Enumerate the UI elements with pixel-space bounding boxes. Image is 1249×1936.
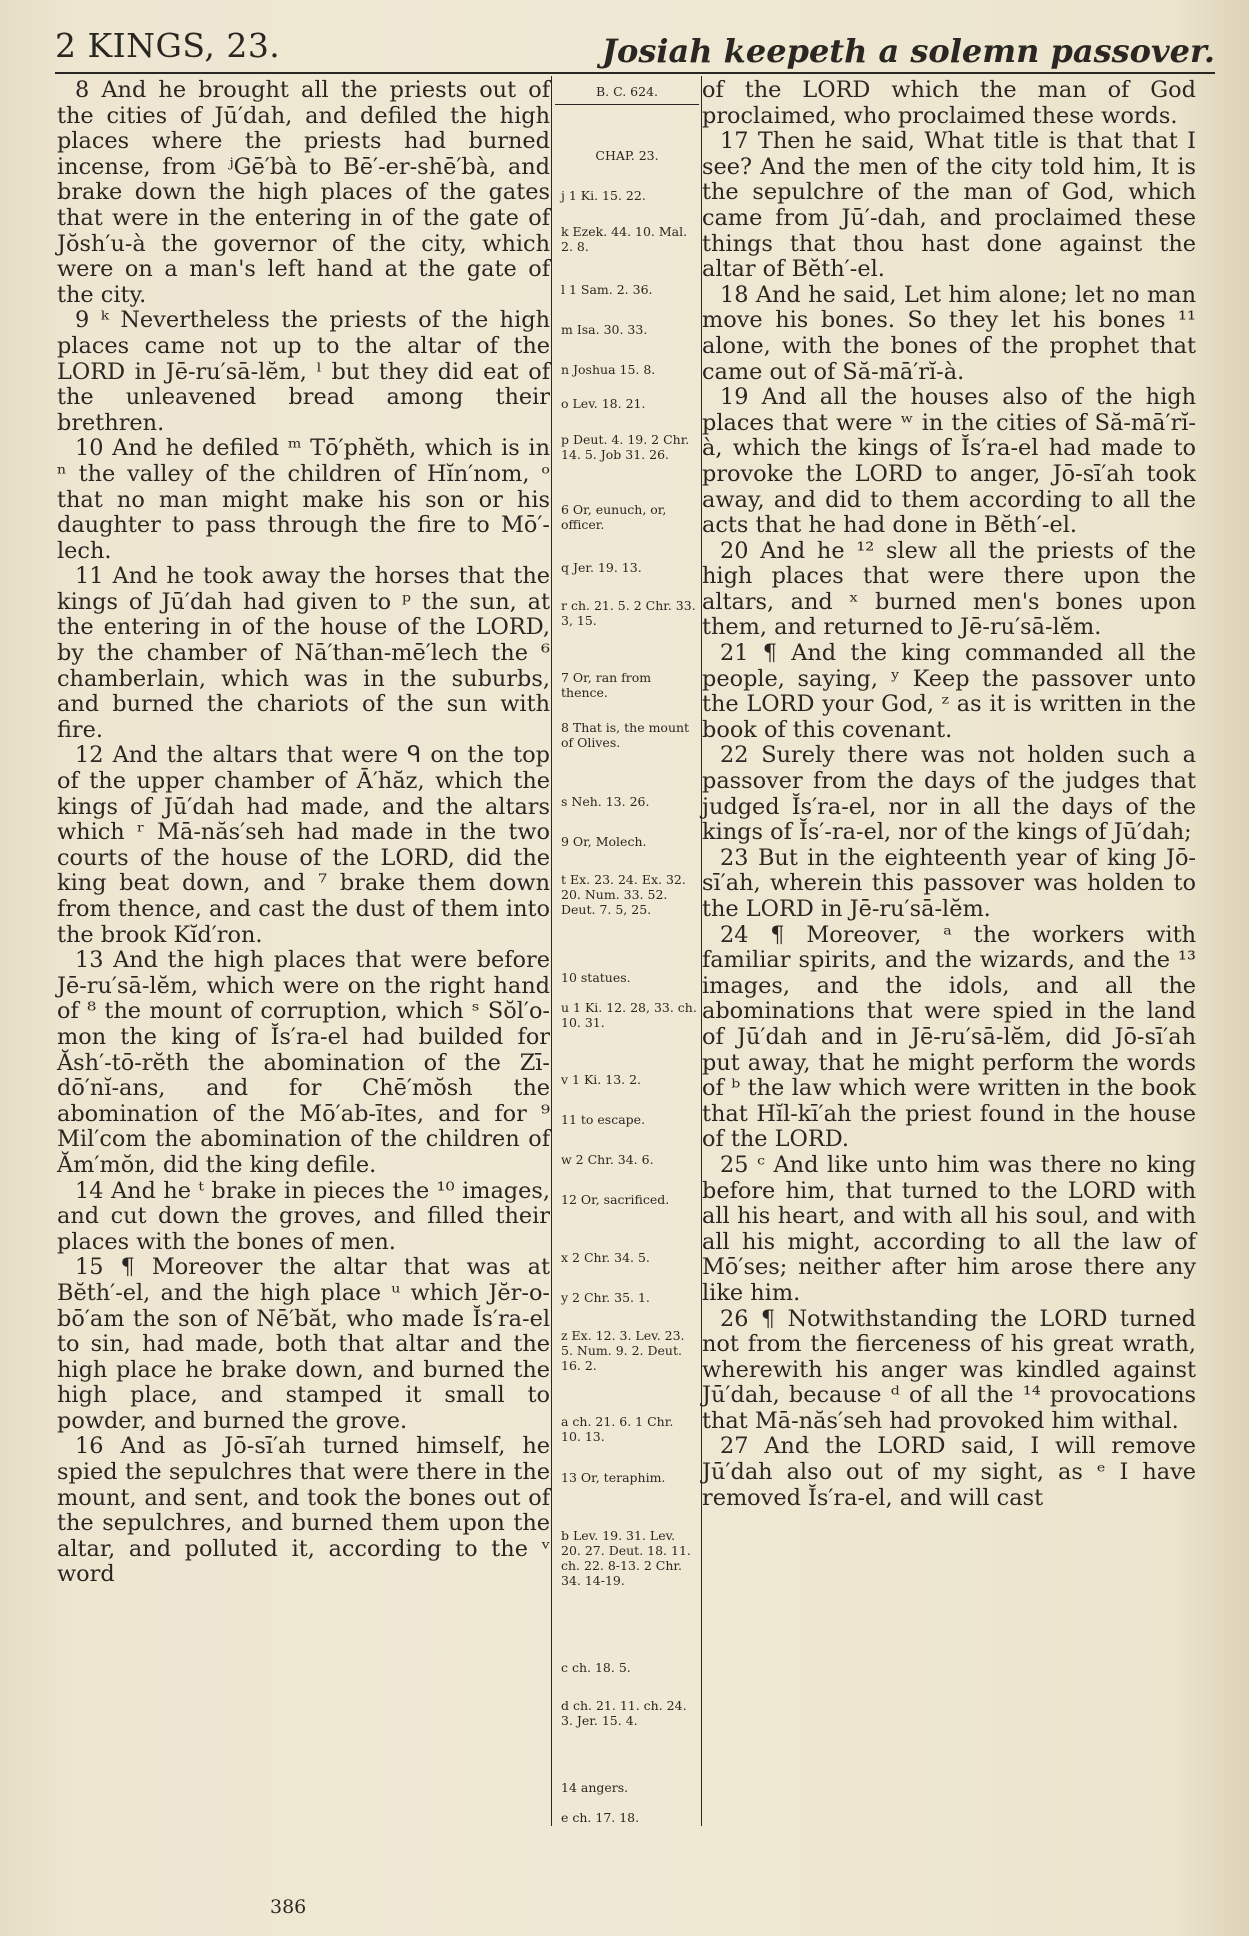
verse-15: 15 ¶ Moreover the altar that was at Bĕth′-el, and the high place ᵘ which Jĕr-o-bō′am the son of Nē′băt, who made Ĭs′ra-el to sin, had made, both that altar and the high place he brake down, and burned the high place, and stamped it small to powder, and burned the grove. [57,1254,550,1434]
margin-chapter: CHAP. 23. [595,148,659,163]
right-text-column [702,78,1196,1511]
margin-ref: t Ex. 23. 24. Ex. 32. 20. Num. 33. 52. Deut. 7. 5, 25. [561,872,686,917]
verse-26: 26 ¶ Notwithstanding the LORD turned not from the fierceness of his great wrath, wherewith his anger was kindled against Jū′dah, because ᵈ of all the ¹⁴ provocations that Mā-năs′seh had provoked him withal. [702,1305,1196,1434]
verse-11: 11 And he took away the horses that the kings of Jū′dah had given to ᵖ the sun, at the entering in of the house of the LORD, by the chamber of Nā′than-mē′lech the ⁶ chamberlain, which was in the suburbs, and burned the chariots of the sun with fire. [57,563,550,743]
margin-ref: z Ex. 12. 3. Lev. 23. 5. Num. 9. 2. Deut. 16. 2. [561,1328,685,1373]
margin-ref: e ch. 17. 18. [561,1810,640,1825]
margin-ref: y 2 Chr. 35. 1. [561,1290,650,1305]
margin-ref: d ch. 21. 11. ch. 24. 3. Jer. 15. 4. [561,1698,687,1728]
margin-ref: b Lev. 19. 31. Lev. 20. 27. Deut. 18. 11. ch. 22. 8-13. 2 Chr. 34. 14-19. [561,1528,691,1588]
margin-ref: s Neh. 13. 26. [561,794,650,809]
verse-8: 8 And he brought all the priests out of the cities of Jū′dah, and defiled the high places where the priests had burned incense, from ʲGē′bà to Bē′-er-shē′bà, and brake down the high places of the gates that were in the entering in of the gate of Jŏsh′u-à the governor of the city, which were on a man's left hand at the gate of the city. [57,77,550,308]
margin-note: 12 Or, sacrificed. [561,1192,670,1207]
verse-22: 22 Surely there was not holden such a passover from the days of the judges that judged Ĭs′ra-el, nor in all the days of the kings of Ĭs′-ra-el, nor of the kings of Jū′dah; [702,742,1196,846]
left-text-column [57,78,550,1588]
margin-ref: v 1 Ki. 13. 2. [561,1072,642,1087]
margin-note: 6 Or, eunuch, or, officer. [561,502,667,532]
margin-note: 7 Or, ran from thence. [561,670,652,700]
verse-16-continued: of the LORD which the man of God proclaimed, who proclaimed these words. [702,77,1196,129]
margin-ref: m Isa. 30. 33. [561,322,648,337]
margin-note: 14 angers. [561,1780,629,1795]
margin-ref: a ch. 21. 6. 1 Chr. 10. 13. [561,1414,674,1444]
margin-ref: r ch. 21. 5. 2 Chr. 33. 3, 15. [561,598,696,628]
margin-ref: o Lev. 18. 21. [561,396,646,411]
margin-ref: u 1 Ki. 12. 28, 33. ch. 10. 31. [561,1000,697,1030]
verse-27: 27 And the LORD said, I will remove Jū′dah also out of my sight, as ᵉ I have removed Ĭs′ra-el, and will cast [702,1433,1196,1511]
margin-ref: p Deut. 4. 19. 2 Chr. 14. 5. Job 31. 26. [561,432,690,462]
book-chapter-heading: 2 KINGS, 23. [55,26,281,65]
verse-10: 10 And he defiled ᵐ Tō′phĕth, which is in ⁿ the valley of the children of Hĭn′nom, ᵒ that no man might make his son or his daughter to pass through the fire to Mō′-lech. [57,435,550,564]
header-rule [55,72,1215,74]
margin-note: 9 Or, Molech. [561,834,647,849]
left-column-divider [551,76,552,1826]
margin-ref: l 1 Sam. 2. 36. [561,282,653,297]
verse-12: 12 And the altars that were ᑫ on the top of the upper chamber of Ā′hăz, which the kings of Jū′dah had made, and the altars which ʳ Mā-năs′seh had made in the two courts of the house of the LORD, did the king beat down, and ⁷ brake them down from thence, and cast the dust of them into the brook Kĭd′ron. [57,742,550,948]
page-header [55,22,1215,72]
verse-9: 9 ᵏ Nevertheless the priests of the high places came not up to the altar of the LORD in Jē-ru′sā-lĕm, ˡ but they did eat of the unleavened bread among their brethren. [57,307,550,436]
margin-ref: w 2 Chr. 34. 6. [561,1152,654,1167]
verse-21: 21 ¶ And the king commanded all the people, saying, ʸ Keep the passover unto the LORD your God, ᶻ as it is written in the book of this covenant. [702,640,1196,743]
margin-ref: c ch. 18. 5. [561,1660,631,1675]
verse-13: 13 And the high places that were before Jē-ru′sā-lĕm, which were on the right hand of ⁸ the mount of corruption, which ˢ Sŏl′o-mon the king of Ĭs′ra-el had builded for Ăsh′-tō-rĕth the abomination of the Zī-dō′nĭ-ans, and for Chē′mŏsh the abomination of the Mō′ab-ītes, and for ⁹ Mil′com the abomination of the children of Ăm′mŏn, did the king defile. [57,947,550,1178]
margin-ref: q Jer. 19. 13. [561,560,642,575]
margin-ref: x 2 Chr. 34. 5. [561,1250,650,1265]
margin-ref: n Joshua 15. 8. [561,362,656,377]
margin-note: 10 statues. [561,970,631,985]
margin-note: 13 Or, teraphim. [561,1470,666,1485]
verse-23: 23 But in the eighteenth year of king Jō-sī′ah, wherein this passover was holden to the LORD in Jē-ru′sā-lĕm. [702,844,1196,922]
verse-17: 17 Then he said, What title is that that I see? And the men of the city told him, It is the sepulchre of the man of God, which came from Jū′-dah, and proclaimed these things that thou hast done against the altar of Bĕth′-el. [702,128,1196,283]
running-title: Josiah keepeth a solemn passover. [601,32,1215,70]
verse-19: 19 And all the houses also of the high places that were ʷ in the cities of Să-mā′rĭ-à, which the kings of Ĭs′ra-el had made to provoke the LORD to anger, Jō-sī′ah took away, and did to them according to all the acts that he had done in Bĕth′-el. [702,384,1196,539]
margin-date-rule [555,104,699,105]
verse-16: 16 And as Jō-sī′ah turned himself, he spied the sepulchres that were there in the mount, and sent, and took the bones out of the sepulchres, and burned them upon the altar, and polluted it, according to the ᵛ word [57,1433,550,1588]
verse-24: 24 ¶ Moreover, ᵃ the workers with familiar spirits, and the wizards, and the ¹³ images, and the idols, and all the abominations that were spied in the land of Jū′dah and in Jē-ru′sā-lĕm, did Jō-sī′ah put away, that he might perform the words of ᵇ the law which were written in the book that Hĭl-kī′ah the priest found in the house of the LORD. [702,921,1196,1153]
margin-note: 8 That is, the mount of Olives. [561,720,690,750]
verse-14: 14 And he ᵗ brake in pieces the ¹⁰ images, and cut down the groves, and filled their places with the bones of men. [57,1177,550,1255]
verse-25: 25 ᶜ And like unto him was there no king before him, that turned to the LORD with all his heart, and with all his soul, and with all his might, according to all the law of Mō′ses; neither after him arose there any like him. [702,1151,1196,1306]
page-number: 386 [270,1896,307,1918]
verse-18: 18 And he said, Let him alone; let no man move his bones. So they let his bones ¹¹ alone, with the bones of the prophet that came out of Să-mā′rĭ-à. [702,281,1196,385]
margin-ref: k Ezek. 44. 10. Mal. 2. 8. [561,224,688,254]
margin-note: 11 to escape. [561,1112,646,1127]
verse-20: 20 And he ¹² slew all the priests of the high places that were there upon the altars, and ˣ burned men's bones upon them, and returned to Jē-ru′sā-lĕm. [702,537,1196,641]
margin-date: B. C. 624. [595,84,659,99]
margin-ref: j 1 Ki. 15. 22. [561,188,646,203]
